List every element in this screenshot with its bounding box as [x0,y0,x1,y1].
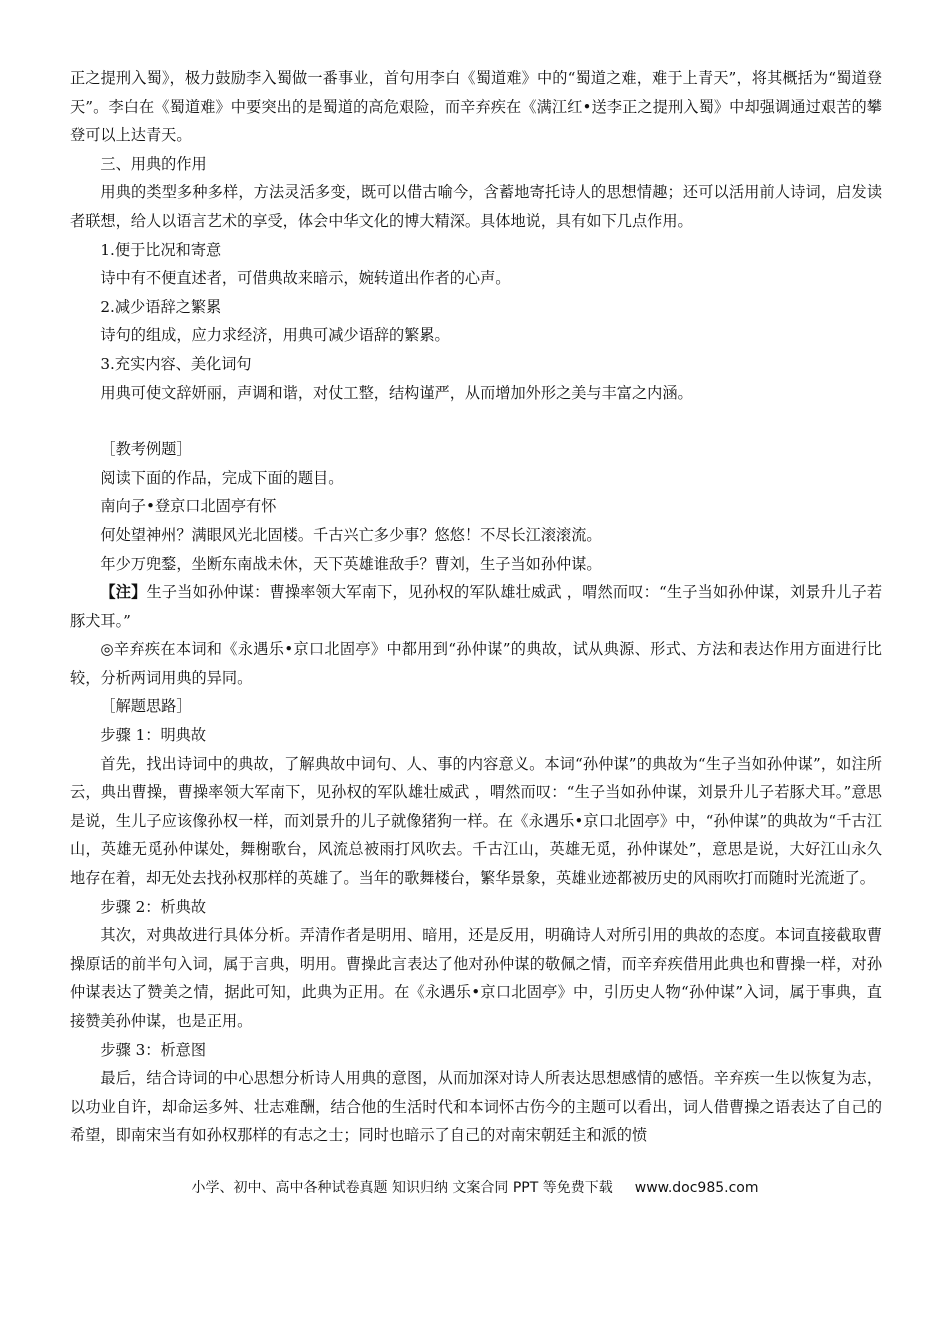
solution-heading: ［解题思路］ [100,697,192,716]
footer-url[interactable]: www.doc985.com [634,1180,759,1196]
item-3-title: 3.充实内容、美化词句 [100,354,252,373]
example-instruction: 阅读下面的作品，完成下面的题目。 [100,468,344,487]
section-3-paragraph: 用典的类型多种多样，方法灵活多变，既可以借古喻今，含蓄地寄托诗人的思想情趣；还可以活用前人诗词，启发读者联想，给人以语言艺术的享受，体会中华文化的博大精深。具体地说，具有如下几点作用。 [70,183,882,230]
step-1-title: 步骤 1：明典故 [100,726,207,745]
step-2-text: 其次，对典故进行具体分析。弄清作者是明用、暗用，还是反用，明确诗人对所引用的典故的态度。本词直接截取曹操原话的前半句入词，属于言典，明用。曹操此言表达了他对孙仲谋的敬佩之情，而辛弃疾借用此典也和曹操一样，对孙仲谋表达了赞美之情，据此可知，此典为正用。在《永遇乐•京口北固亭》中，引历史人物“孙仲谋”入词，属于事典，直接赞美孙仲谋，也是正用。 [70,926,882,1030]
footer-text: 小学、初中、高中各种试卷真题 知识归纳 文案合同 PPT 等免费下载 [191,1180,613,1196]
poem-line-1: 何处望神州？满眼风光北固楼。千古兴亡多少事？悠悠！不尽长江滚滚流。 [100,525,602,544]
poem-line-2: 年少万兜鍪，坐断东南战未休，天下英雄谁敌手？曹刘，生子当如孙仲谋。 [100,554,602,573]
question-paragraph: ◎辛弃疾在本词和《永遇乐•京口北固亭》中都用到“孙仲谋”的典故，试从典源、形式、方法和表达作用方面进行比较，分析两词用典的异同。 [70,640,882,687]
item-2-text: 诗句的组成，应力求经济，用典可减少语辞的繁累。 [100,326,450,345]
item-1-text: 诗中有不便直述者，可借典故来暗示，婉转道出作者的心声。 [100,269,511,288]
step-2-title: 步骤 2：析典故 [100,897,207,916]
example-heading: ［教考例题］ [100,440,192,459]
step-3-title: 步骤 3：析意图 [100,1040,207,1059]
item-3-text: 用典可使文辞妍丽，声调和谐，对仗工整，结构谨严，从而增加外形之美与丰富之内涵。 [100,383,693,402]
item-1-title: 1.便于比况和寄意 [100,240,222,259]
note-text: 生子当如孙仲谋：曹操率领大军南下，见孙权的军队雄壮威武 ，喟然而叹：“生子当如孙仲谋，刘景升儿子若豚犬耳。” [70,583,883,630]
poem-title: 南向子•登京口北固亭有怀 [100,497,277,516]
note-label: 【注】 [100,583,147,602]
section-heading-3: 三、用典的作用 [100,154,207,173]
page-footer [0,1177,950,1197]
step-3-text: 最后，结合诗词的中心思想分析诗人用典的意图，从而加深对诗人所表达思想感情的感悟。辛弃疾一生以恢复为志，以功业自许，却命运多舛、壮志难酬，结合他的生活时代和本词怀古伤今的主题可以看出，词人借曹操之语表达了自己的希望，即南宋当有如孙权那样的有志之士；同时也暗示了自己的对南宋朝廷主和派的愤 [70,1069,882,1145]
step-1-text: 首先，找出诗词中的典故，了解典故中词句、人、事的内容意义。本词“孙仲谋”的典故为“生子当如孙仲谋”，如注所云，典出曹操，曹操率领大军南下，见孙权的军队雄壮威武 ，喟然而叹：“生子当如孙仲谋，刘景升儿子若豚犬耳。”意思是说，生儿子应该像孙权一样，而刘景升的儿子就像猪狗一样。在《永遇乐•京口北固亭》中，“孙仲谋”的典故为“千古江山，英雄无觅孙仲谋处，舞榭歌台，风流总被雨打风吹去。千古江山，英雄无觅，孙仲谋处”，意思是说，大好江山永久地存在着，却无处去找孙权那样的英雄了。当年的歌舞楼台，繁华景象，英雄业迹都被历史的风雨吹打而随时光流逝了。 [70,754,882,888]
spacer [70,407,882,435]
document-body [70,64,882,1150]
intro-paragraph-end: 正之提刑入蜀》，极力鼓励李入蜀做一番事业，首句用李白《蜀道难》中的“蜀道之难，难于上青天”，将其概括为“蜀道登天”。李白在《蜀道难》中要突出的是蜀道的高危艰险，而辛弃疾在《满江红•送李正之提刑入蜀》中却强调通过艰苦的攀登可以上达青天。 [70,69,882,145]
note-paragraph [70,578,882,635]
item-2-title: 2.减少语辞之繁累 [100,297,222,316]
